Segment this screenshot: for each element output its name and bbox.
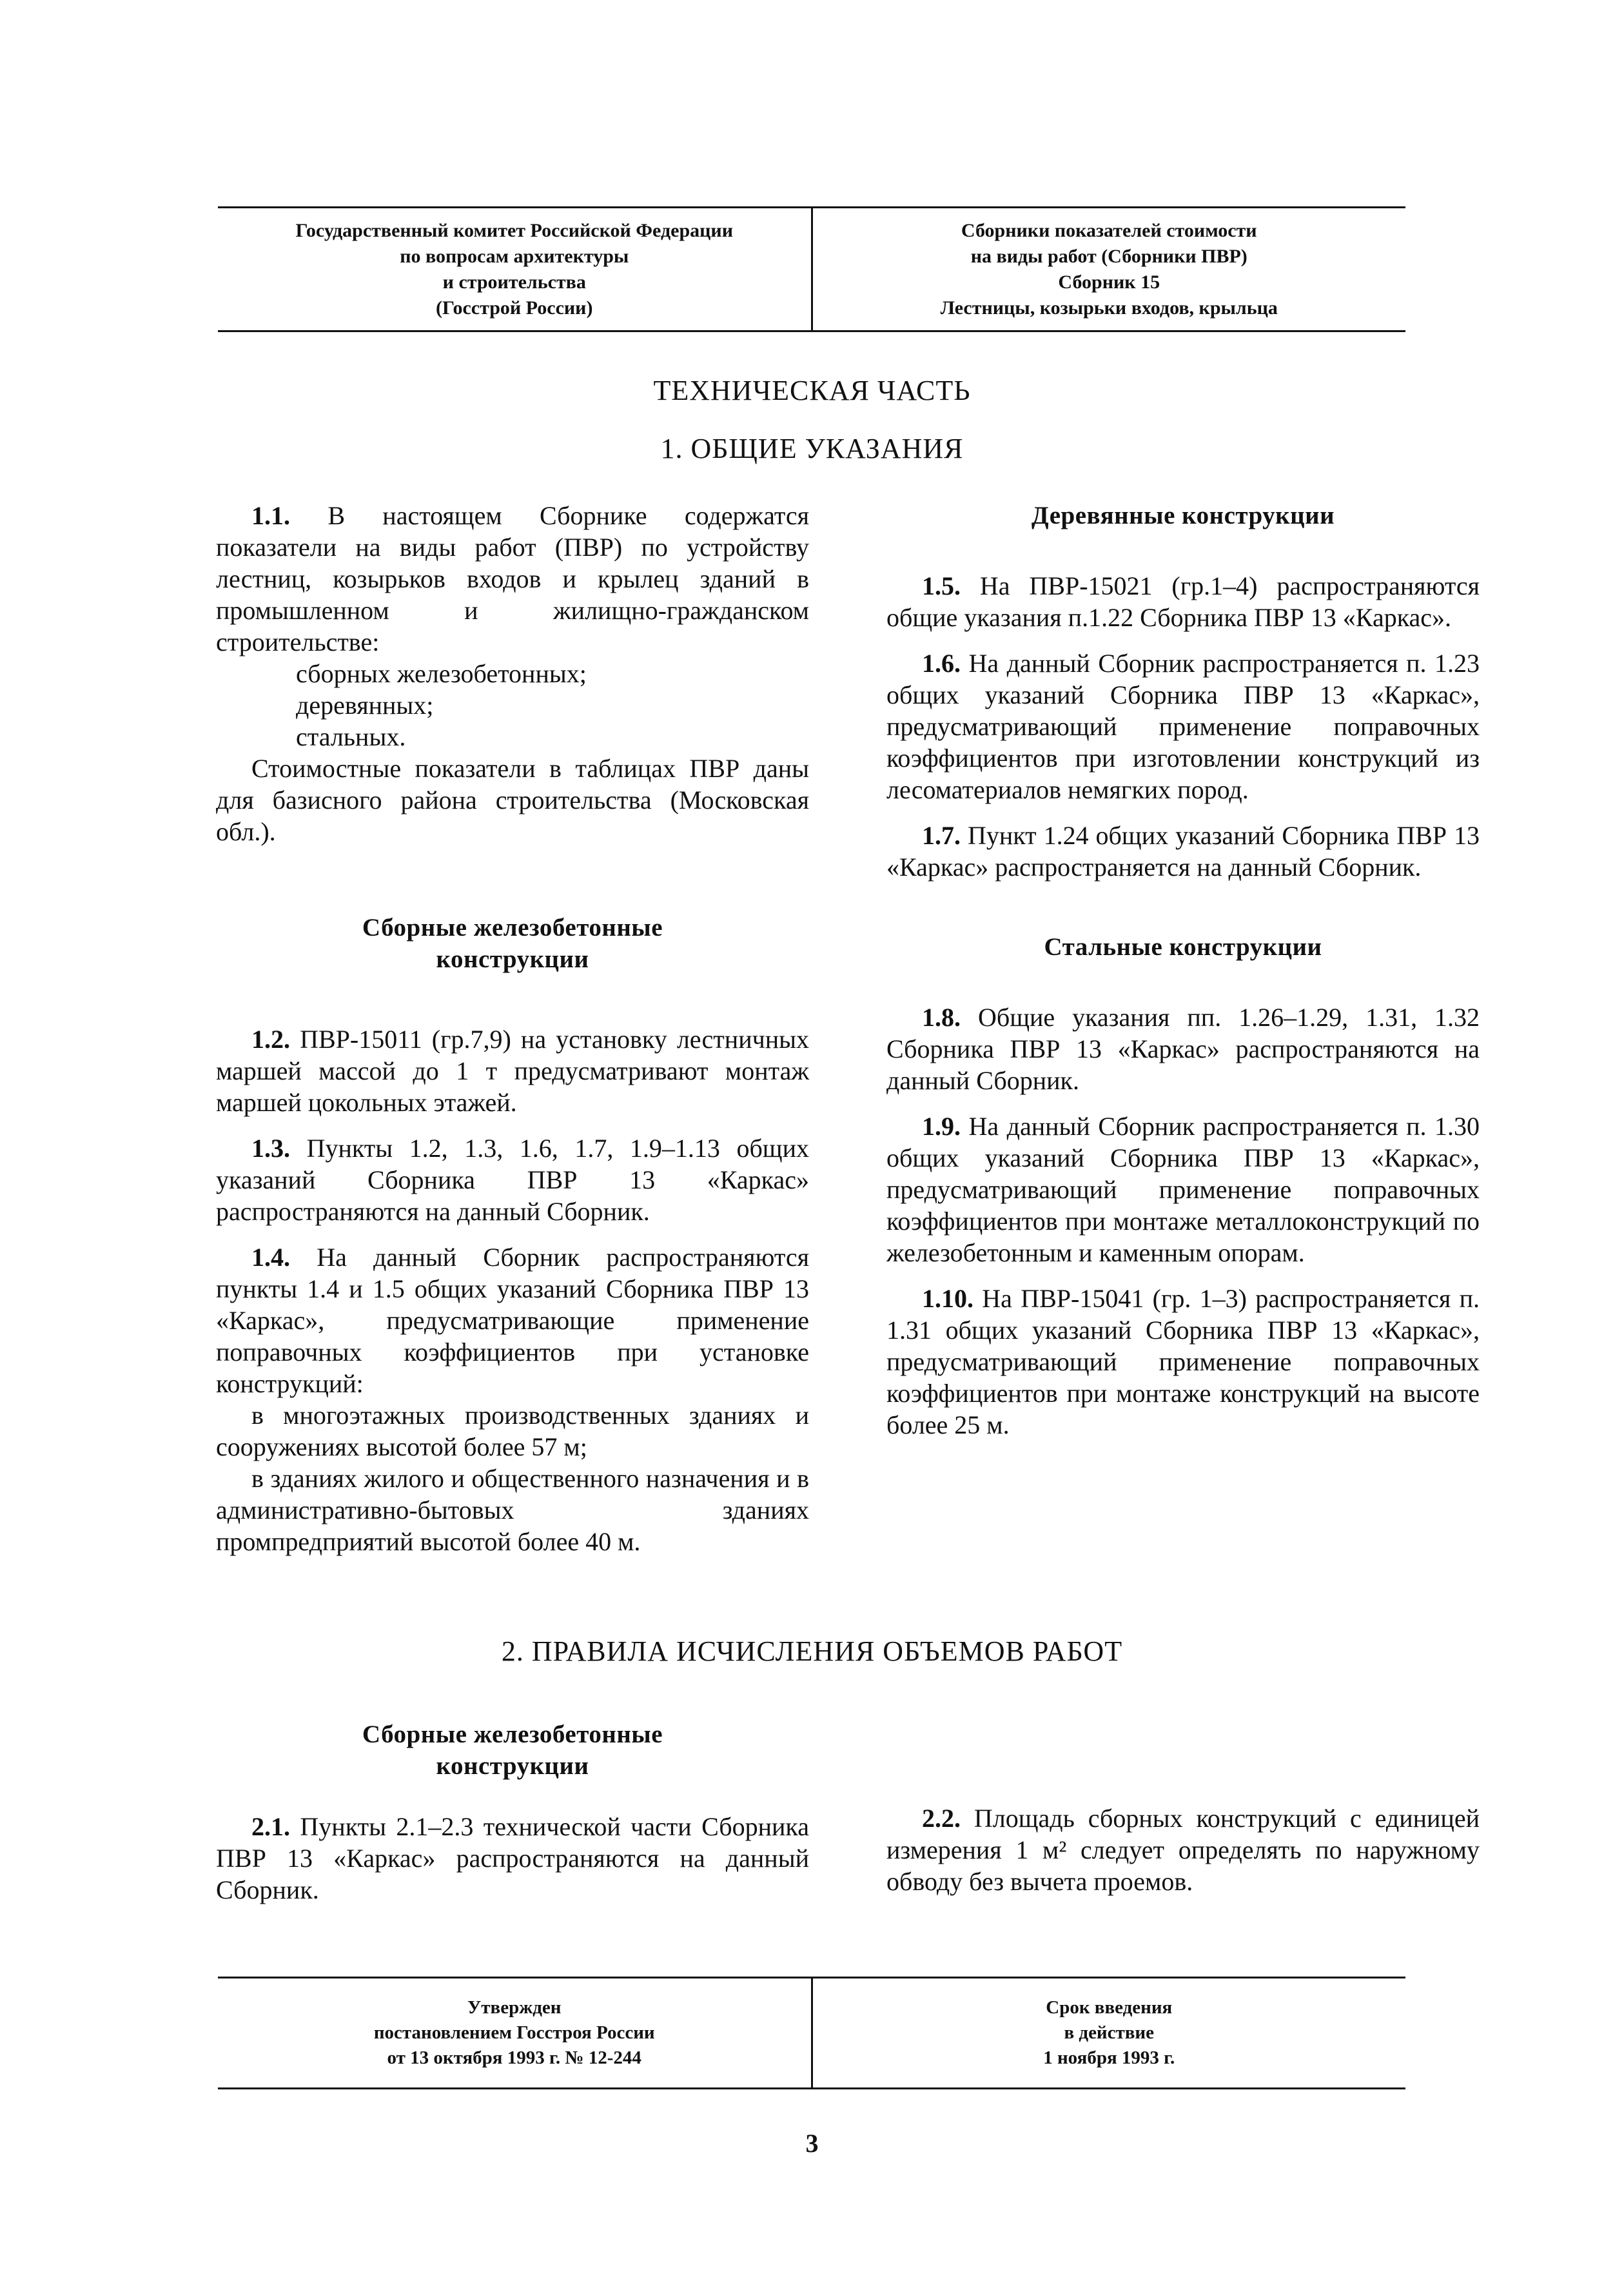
- paragraph-1-10: 1.10. На ПВР-15041 (гр. 1–3) распространяется п. 1.31 общих указаний Сборника ПВР 13 «Каркас», предусматривающий применение поправочных коэффициентов при монтаже конструкций на высоте более 25 м.: [886, 1284, 1480, 1439]
- effective-date-line: 1 ноября 1993 г.: [1043, 2047, 1175, 2068]
- paragraph-cost: Стоимостные показатели в таблицах ПВР даны для базисного района строительства (Московская обл.).: [216, 754, 809, 846]
- paragraph-1-8: 1.8. Общие указания пп. 1.26–1.29, 1.31, 1.32 Сборника ПВР 13 «Каркас» распространяются на данный Сборник.: [886, 1003, 1480, 1095]
- header-right-line: Сборник 15: [1058, 271, 1160, 293]
- paragraph-1-6: 1.6. На данный Сборник распространяется п. 1.23 общих указаний Сборника ПВР 13 «Каркас», предусматривающий применение поправочных коэффициентов при изготовлении конструкций из лесоматериалов немягких пород.: [886, 649, 1480, 804]
- paragraph-2-1: 2.1. Пункты 2.1–2.3 технической части Сборника ПВР 13 «Каркас» распространяются на данный Сборник.: [216, 1812, 810, 1904]
- effective-date-line: Срок введения: [1046, 1997, 1173, 2018]
- header-left-line: по вопросам архитектуры: [400, 245, 629, 267]
- approval-right: [812, 1978, 1405, 2089]
- section2-heading: 2. ПРАВИЛА ИСЧИСЛЕНИЯ ОБЪЕМОВ РАБОТ: [501, 1635, 1123, 1667]
- approval-line: Утвержден: [467, 1997, 562, 2018]
- approval-left: [218, 1978, 812, 2089]
- section2-right-column: [886, 1802, 1480, 1897]
- approval-line: постановлением Госстроя России: [373, 2022, 655, 2043]
- header-table: [218, 206, 1405, 332]
- paragraph-1-5: 1.5. На ПВР-15021 (гр.1–4) распространяются общие указания п.1.22 Сборника ПВР 13 «Каркас».: [886, 571, 1480, 632]
- header-left: [218, 208, 812, 331]
- page-title: ТЕХНИЧЕСКАЯ ЧАСТЬ: [653, 375, 971, 406]
- section1-heading: 1. ОБЩИЕ УКАЗАНИЯ: [660, 433, 964, 464]
- subheading-rc: Сборные железобетонные конструкции: [362, 914, 663, 973]
- paragraph-2-2: 2.2. Площадь сборных конструкций с единицей измерения 1 м² следует определять по наружному обводу без вычета проемов.: [886, 1804, 1480, 1896]
- header-left-line: Государственный комитет Российской Федерации: [295, 219, 733, 241]
- header-right: [812, 208, 1405, 331]
- header-left-line: и строительства: [442, 271, 586, 293]
- subheading-wood: Деревянные конструкции: [1031, 502, 1335, 529]
- section1-left-column: [216, 500, 809, 1557]
- approval-line: от 13 октября 1993 г. № 12-244: [387, 2047, 641, 2068]
- subheading-steel: Стальные конструкции: [1044, 933, 1322, 961]
- header-right-line: на виды работ (Сборники ПВР): [970, 245, 1247, 267]
- section2-left-column: [216, 1719, 809, 1906]
- section1-right-column: [886, 500, 1480, 1441]
- page-number: 3: [805, 2129, 819, 2158]
- header-right-line: Лестницы, козырьки входов, крыльца: [940, 297, 1278, 319]
- effective-date-line: в действие: [1064, 2022, 1155, 2043]
- subheading-rc-2: Сборные железобетонные конструкции: [362, 1721, 663, 1780]
- paragraph-1-4: 1.4. На данный Сборник распространяются пункты 1.4 и 1.5 общих указаний Сборника ПВР 13 «Каркас», предусматривающие применение поправочных коэффициентов при установке конструкций:: [216, 1243, 809, 1398]
- list-item: сборных железобетонных;: [296, 659, 587, 688]
- paragraph-1-4a: в многоэтажных производственных зданиях и сооружениях высотой более 57 м;: [216, 1401, 809, 1461]
- paragraph-1-7: 1.7. Пункт 1.24 общих указаний Сборника ПВР 13 «Каркас» распространяется на данный Сборник.: [886, 821, 1480, 882]
- paragraph-1-1: 1.1. В настоящем Сборнике содержатся показатели на виды работ (ПВР) по устройству лестниц, козырьков входов и крылец зданий в промышленном и жилищно-гражданском строительстве:: [216, 501, 809, 656]
- paragraph-1-2: 1.2. ПВР-15011 (гр.7,9) на установку лестничных маршей массой до 1 т предусматривают монтаж маршей цокольных этажей.: [216, 1025, 810, 1117]
- paragraph-1-4b: в зданиях жилого и общественного назначения и в административно-бытовых зданиях промпредприятий высотой более 40 м.: [216, 1464, 809, 1556]
- header-left-line: (Госстрой России): [436, 297, 593, 319]
- approval-table: [218, 1977, 1405, 2089]
- list-item: деревянных;: [296, 691, 434, 720]
- list-item: стальных.: [296, 722, 406, 751]
- paragraph-1-9: 1.9. На данный Сборник распространяется п. 1.30 общих указаний Сборника ПВР 13 «Каркас», предусматривающий применение поправочных коэффициентов при монтаже металлоконструкций по железобетонным и каменным опорам.: [886, 1112, 1480, 1267]
- header-right-line: Сборники показателей стоимости: [961, 219, 1257, 241]
- paragraph-1-3: 1.3. Пункты 1.2, 1.3, 1.6, 1.7, 1.9–1.13 общих указаний Сборника ПВР 13 «Каркас» распространяются на данный Сборник.: [216, 1134, 809, 1226]
